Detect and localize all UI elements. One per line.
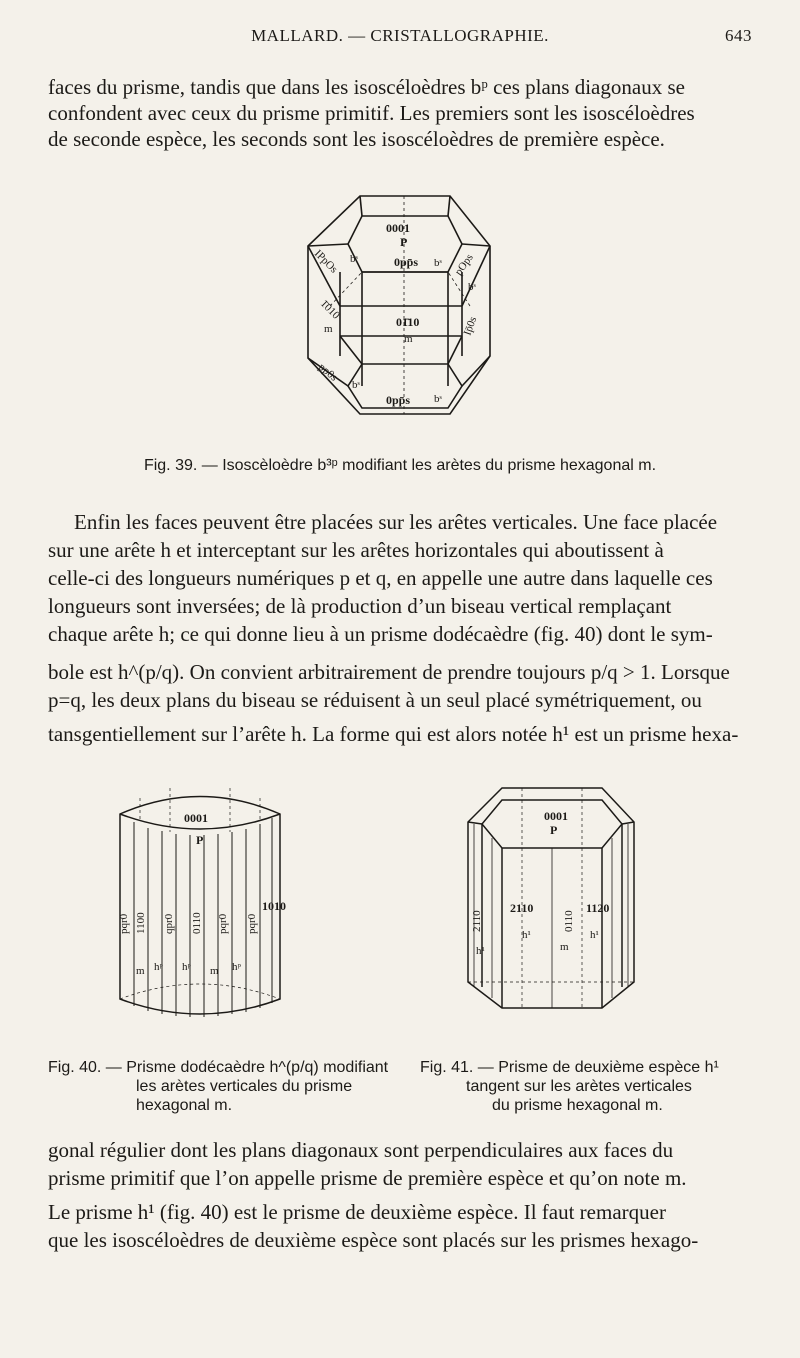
- fig41-caption-line: tangent sur les arètes verticales: [466, 1078, 692, 1095]
- fig40-label-f3: qpr0: [163, 913, 175, 934]
- text-line: que les isoscéloèdres de deuxième espèce sont placés sur les prismes hexago-: [48, 1228, 699, 1252]
- paragraph-top: [48, 74, 756, 152]
- text-line: confondent avec ceux du prisme primitif. Les premiers sont les isoscéloèdres: [48, 101, 695, 125]
- text-line: Le prisme h¹ (fig. 40) est le prisme de deuxième espèce. Il faut remarquer: [48, 1200, 666, 1224]
- fig39-label-left-lower: pp0s: [316, 361, 340, 384]
- text-line: prisme primitif que l’on appelle prisme de première espèce et qu’on note m.: [48, 1166, 687, 1190]
- figure-40-prisme-dodecaedre: [110, 784, 290, 1024]
- fig39-label-top: 0001: [386, 221, 410, 235]
- fig39-label-right-upper: pOps: [452, 251, 476, 278]
- text-line: sur une arête h et interceptant sur les arêtes horizontales qui aboutissent à: [48, 538, 664, 562]
- fig41-label-top-sym: P: [550, 823, 558, 837]
- fig39-caption: [48, 456, 752, 475]
- fig39-label-left-upper: IPpOs: [311, 247, 340, 276]
- fig40-label-f7: pqr0: [246, 913, 258, 934]
- fig40-label-f2: 1100: [135, 912, 147, 934]
- fig40-label-f1: pqr0: [118, 913, 130, 934]
- fig39-label-center-lower: 0pp̄s: [386, 393, 411, 407]
- fig41-label-h: h¹: [476, 945, 485, 957]
- fig39-label-center-upper-sym: bˢ: [434, 257, 442, 269]
- running-head-title: MALLARD. — CRISTALLOGRAPHIE.: [251, 26, 549, 45]
- text-line: celle-ci des longueurs numériques p et q, en appelle une autre dans laquelle ces: [48, 566, 713, 590]
- text-line: gonal régulier dont les plans diagonaux sont perpendiculaires aux faces du: [48, 1138, 674, 1162]
- fig40-label-h: hᵖ: [154, 961, 163, 973]
- fig40-caption-line: hexagonal m.: [136, 1097, 233, 1114]
- fig39-label-top-sym: P: [400, 235, 408, 249]
- fig39-label-prism-left: 1̄010: [317, 297, 342, 322]
- text-line: de seconde espèce, les seconds sont les isoscéloèdres de première espèce.: [48, 127, 665, 151]
- fig41-caption: [420, 1058, 760, 1115]
- fig40-caption-line: les arètes verticales du prisme: [136, 1078, 353, 1095]
- fig39-caption-text: Fig. 39. — Isoscèloèdre b³ᵖ modifiant les arètes du prisme hexagonal m.: [143, 457, 657, 474]
- fig41-label-f2: 0110: [563, 910, 575, 932]
- fig41-label-h: h¹: [522, 929, 531, 941]
- fig40-caption-line: Fig. 40. — Prisme dodécaèdre h^(p/q) modifiant: [48, 1059, 389, 1076]
- text-line: faces du prisme, tandis que dans les isoscéloèdres bᵖ ces plans diagonaux se: [48, 75, 685, 99]
- running-head: [48, 26, 752, 50]
- fig41-label-m: m: [560, 941, 569, 953]
- paragraph-middle: [48, 508, 756, 748]
- fig40-label-top: 0001: [184, 811, 208, 825]
- fig39-label-center-upper: 0pp̄s: [394, 255, 419, 269]
- figure-39-isosceloedre: [300, 186, 500, 426]
- text-line: longueurs sont inversées; de là production d’un biseau vertical remplaçant: [48, 594, 672, 618]
- text-line: p=q, les deux plans du biseau se réduisent à un seul placé symétriquement, ou: [48, 688, 702, 712]
- paragraph-bottom: [48, 1136, 756, 1254]
- fig39-label-left-lower-sym: bˢ: [352, 379, 360, 391]
- fig39-label-prism-center: 01̄10: [396, 315, 420, 329]
- fig41-label-h: h¹: [590, 929, 599, 941]
- fig41-label-top: 0001: [544, 809, 568, 823]
- fig40-label-f6: 1010: [262, 899, 286, 913]
- fig39-label-center-lower-sym: bˢ: [434, 393, 442, 405]
- fig40-label-top-sym: P: [196, 833, 204, 847]
- figure-41-prisme-deuxieme-espece: [462, 782, 640, 1012]
- fig40-label-f5: pqr0: [217, 913, 229, 934]
- text-line: chaque arête h; ce qui donne lieu à un prisme dodécaèdre (fig. 40) dont le sym-: [48, 622, 713, 646]
- fig41-label-f1: 2110: [471, 910, 483, 932]
- fig39-label-prism-right: Ip̄0s: [461, 315, 480, 338]
- page-number: 643: [725, 26, 752, 45]
- fig41-caption-line: du prisme hexagonal m.: [492, 1097, 663, 1114]
- fig40-label-h: hᵖ: [182, 961, 191, 973]
- fig39-label-prism-left-sym: m: [324, 323, 333, 335]
- fig39-label-right-upper-sym: bˢ: [468, 281, 476, 293]
- text-line: bole est h^(p/q). On convient arbitrairement de prendre toujours p/q > 1. Lorsque: [48, 660, 730, 684]
- fig40-label-m: m: [136, 965, 145, 977]
- fig40-label-h: hᵖ: [232, 961, 241, 973]
- text-line: tansgentiellement sur l’arête h. La forme qui est alors notée h¹ est un prisme hexa-: [48, 722, 739, 746]
- fig40-label-f4: 0110: [191, 912, 203, 934]
- fig41-label-f3: 1120: [586, 901, 610, 915]
- fig39-label-prism-center-sym: m: [404, 333, 413, 345]
- text-line: Enfin les faces peuvent être placées sur les arêtes verticales. Une face placée: [74, 510, 718, 534]
- fig40-caption: [48, 1058, 388, 1115]
- fig41-label-f1b: 2110: [510, 901, 534, 915]
- fig39-label-left-upper-sym: bˢ: [350, 253, 358, 265]
- fig40-label-m: m: [210, 965, 219, 977]
- fig41-caption-line: Fig. 41. — Prisme de deuxième espèce h¹: [420, 1059, 719, 1076]
